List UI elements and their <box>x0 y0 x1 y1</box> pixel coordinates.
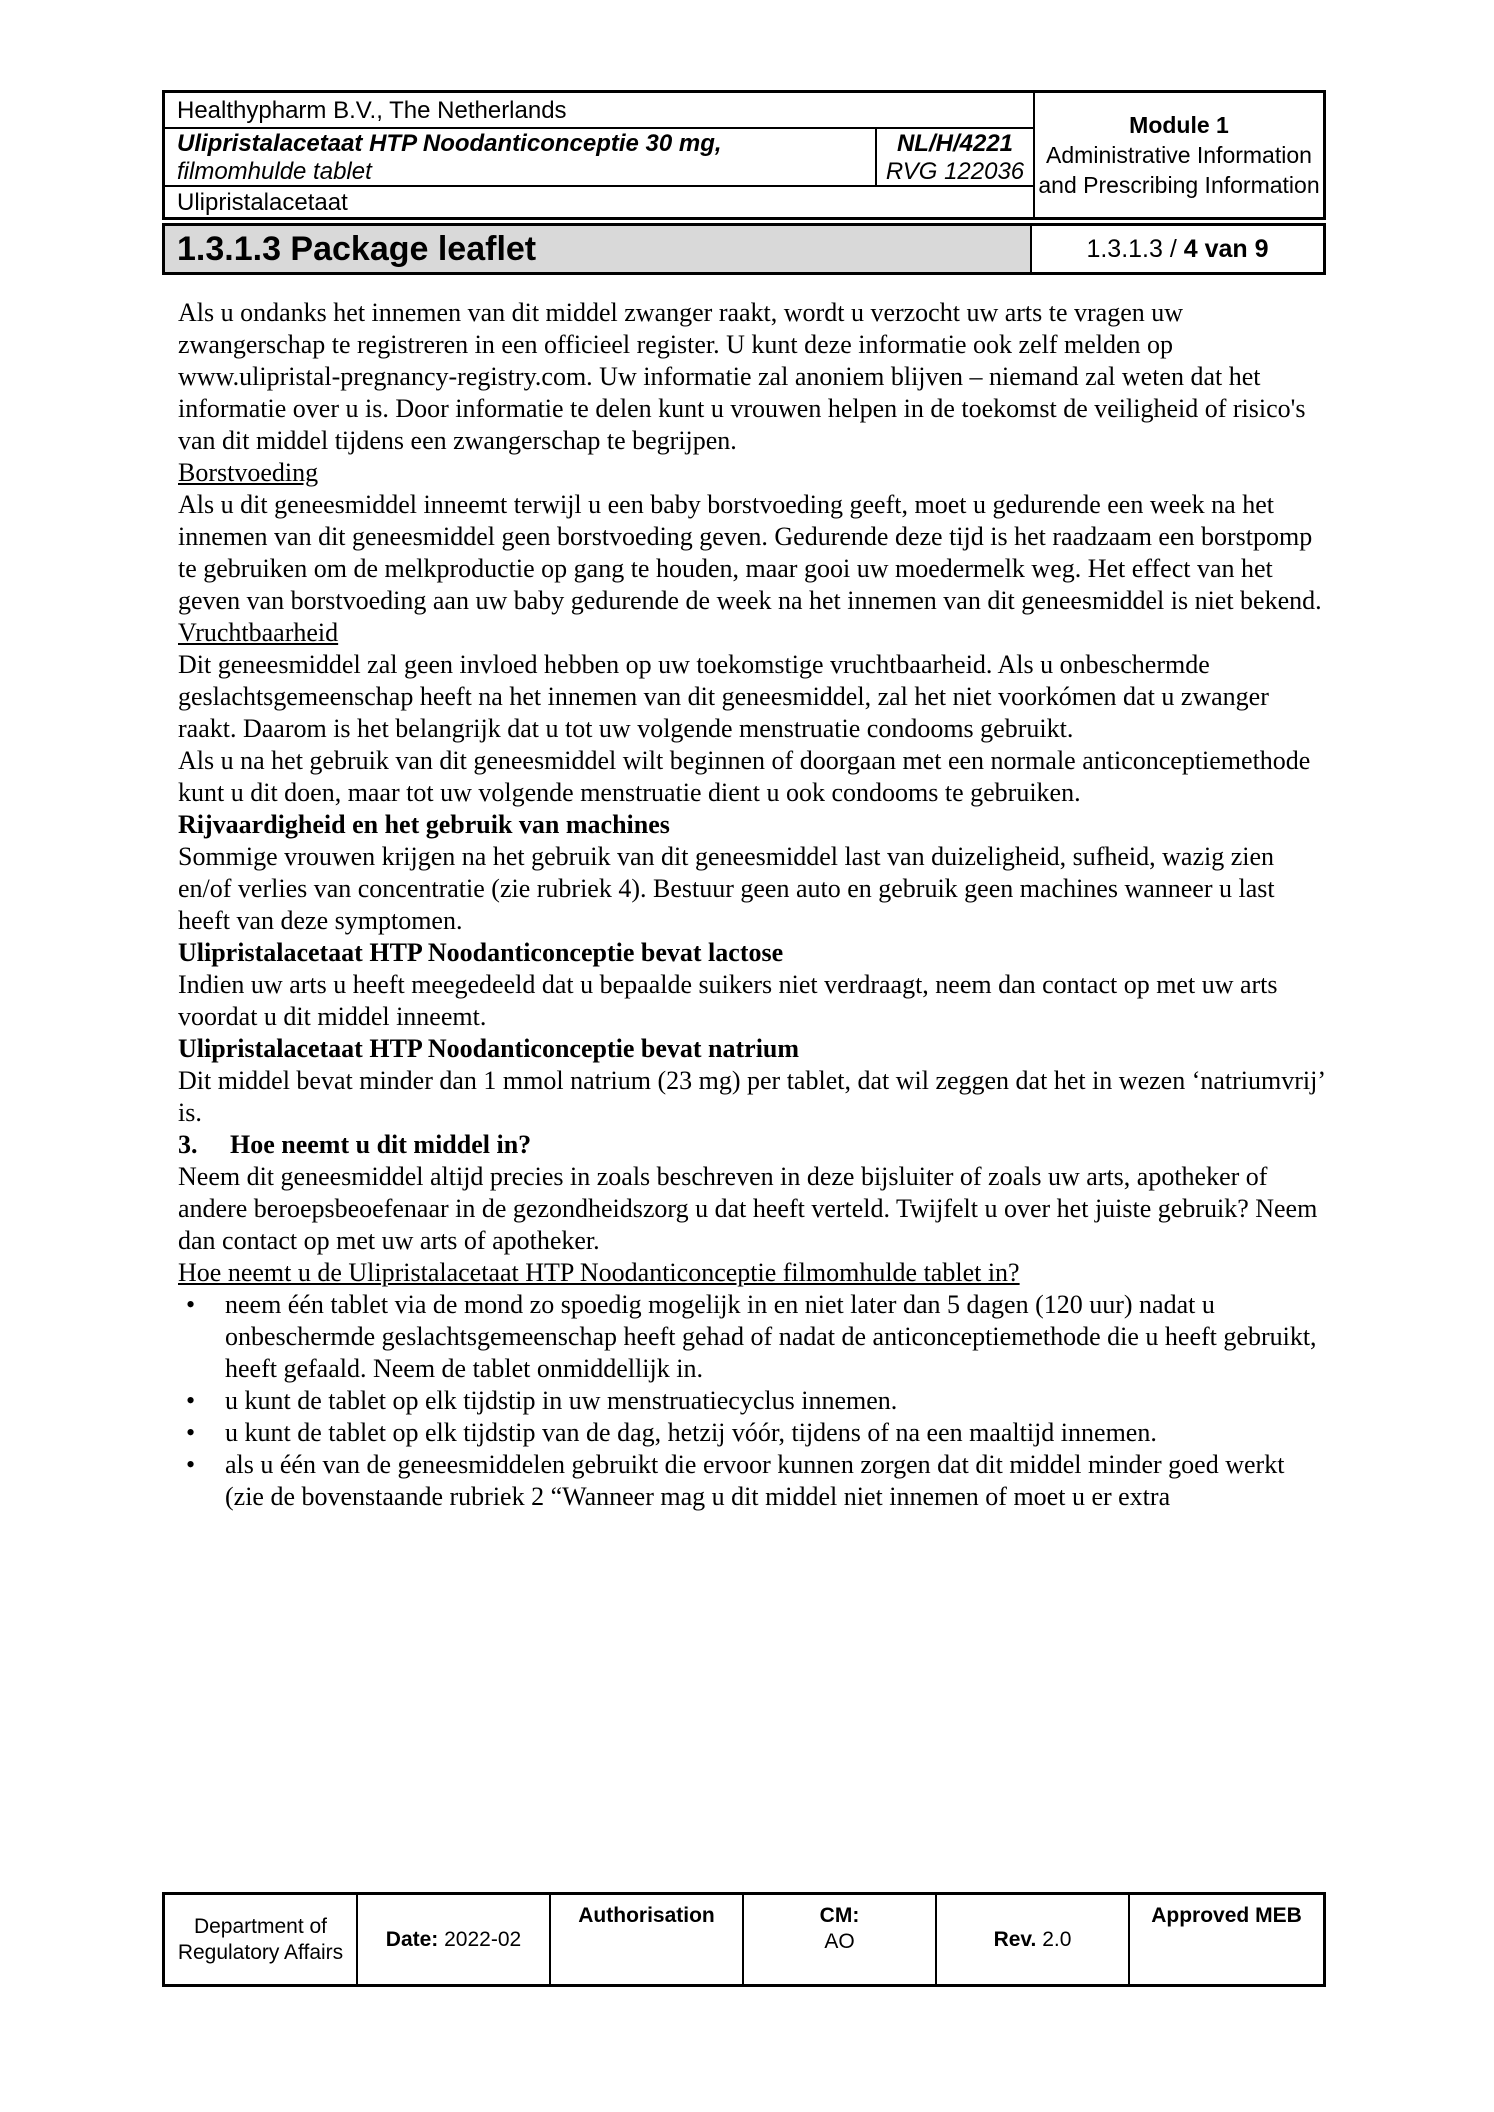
heading-fertility: Vruchtbaarheid <box>178 618 339 647</box>
company-name: Healthypharm B.V., The Netherlands <box>165 93 1035 129</box>
section-3-heading <box>178 1129 1328 1161</box>
page-reference-page: 4 van 9 <box>1183 234 1269 263</box>
paragraph-driving-machines: Sommige vrouwen krijgen na het gebruik van dit geneesmiddel last van duizeligheid, sufheid, wazig zien en/of verlies van concentratie (zie rubriek 4). Bestuur geen auto en gebruik geen machines wanneer u last heeft van deze symptomen. <box>178 842 1275 935</box>
footer-authorisation-text: Authorisation <box>578 1904 715 1927</box>
how-to-take-bullet-list <box>178 1289 1328 1513</box>
footer-date <box>358 1895 551 1984</box>
list-item <box>178 1449 1328 1513</box>
paragraph-sodium: Dit middel bevat minder dan 1 mmol natrium (23 mg) per tablet, dat wil zeggen dat het in wezen ‘natriumvrij’ is. <box>178 1066 1325 1127</box>
bullet-text-1: neem één tablet via de mond zo spoedig mogelijk in en niet later dan 5 dagen (120 uur) nadat u onbeschermde geslachtsgemeenschap heeft gehad of nadat de anticonceptiemethode die u heeft gebruikt, heeft gefaald. Neem de tablet onmiddellijk in. <box>225 1290 1317 1383</box>
heading-sodium: Ulipristalacetaat HTP Noodanticonceptie bevat natrium <box>178 1034 800 1063</box>
procedure-number: NL/H/4221 <box>896 130 1014 157</box>
footer-date-value: 2022-02 <box>438 1927 522 1951</box>
section-3-title: Hoe neemt u dit middel in? <box>230 1130 532 1159</box>
footer-cm-label: CM: <box>819 1904 860 1927</box>
bullet-text-2: u kunt de tablet op elk tijdstip in uw menstruatiecyclus innemen. <box>225 1386 898 1415</box>
bullet-icon: • <box>186 1418 196 1447</box>
paragraph-fertility-1: Dit geneesmiddel zal geen invloed hebben op uw toekomstige vruchtbaarheid. Als u onbeschermde geslachtsgemeenschap heeft na het innemen van dit geneesmiddel, zal het niet voorkómen dat u zwanger raakt. Daarom is het belangrijk dat u tot uw volgende menstruatie condooms gebruikt. <box>178 650 1269 743</box>
heading-breastfeeding: Borstvoeding <box>178 458 319 487</box>
list-item <box>178 1385 1328 1417</box>
footer-department-text: Department of Regulatory Affairs <box>177 1914 344 1964</box>
paragraph-fertility-2: Als u na het gebruik van dit geneesmiddel wilt beginnen of doorgaan met een normale anticonceptiemethode kunt u dit doen, maar tot uw volgende menstruatie dient u ook condooms te gebruiken. <box>178 746 1311 807</box>
paragraph-breastfeeding: Als u dit geneesmiddel inneemt terwijl u een baby borstvoeding geeft, moet u gedurende een week na het innemen van dit geneesmiddel geen borstvoeding geven. Gedurende deze tijd is het raadzaam een borstpomp te gebruiken om de melkproductie op gang te houden, maar gooi uw moedermelk weg. Het effect van het geven van borstvoeding aan uw baby gedurende de week na het innemen van dit geneesmiddel is niet bekend. <box>178 490 1322 615</box>
footer-cm <box>744 1895 937 1984</box>
heading-lactose: Ulipristalacetaat HTP Noodanticonceptie bevat lactose <box>178 938 784 967</box>
footer-rev-value: 2.0 <box>1036 1927 1072 1951</box>
module-info-cell <box>1035 93 1323 217</box>
footer-cm-value: AO <box>824 1930 855 1953</box>
page-reference-prefix: 1.3.1.3 / <box>1086 234 1184 263</box>
paragraph-pregnancy-register: Als u ondanks het innemen van dit middel zwanger raakt, wordt u verzocht uw arts te vragen uw zwangerschap te registreren in een officieel register. U kunt deze informatie ook zelf melden op www.ulipristal-pregnancy-registry.com. Uw informatie zal anoniem blijven – niemand zal weten dat het informatie over u is. Door informatie te delen kunt u vrouwen helpen in de toekomst de veiligheid of risico's van dit middel tijdens een zwangerschap te begrijpen. <box>178 298 1306 455</box>
paragraph-how-intro: Neem dit geneesmiddel altijd precies in zoals beschreven in deze bijsluiter of zoals uw arts, apotheker of andere beroepsbeoefenaar in de gezondheidszorg u dat heeft verteld. Twijfelt u over het juiste gebruik? Neem dan contact op met uw arts of apotheker. <box>178 1162 1318 1255</box>
active-substance: Ulipristalacetaat <box>165 187 1035 217</box>
module-subtitle-line1: Administrative Information <box>1046 142 1312 168</box>
section-title: 1.3.1.3 Package leaflet <box>165 226 1032 272</box>
list-item <box>178 1289 1328 1385</box>
procedure-cell <box>877 129 1035 187</box>
product-form: filmomhulde tablet <box>177 158 372 185</box>
bullet-text-3: u kunt de tablet op elk tijdstip van de dag, hetzij vóór, tijdens of na een maaltijd innemen. <box>225 1418 1157 1447</box>
product-name: Ulipristalacetaat HTP Noodanticonceptie 30 mg, <box>177 130 722 157</box>
module-title: Module 1 <box>1129 112 1229 138</box>
heading-driving-machines: Rijvaardigheid en het gebruik van machines <box>178 810 670 839</box>
leaflet-body <box>178 297 1328 1513</box>
rvg-number: RVG 122036 <box>885 158 1025 185</box>
bullet-text-4: als u één van de geneesmiddelen gebruikt die ervoor kunnen zorgen dat dit middel minder goed werkt (zie de bovenstaande rubriek 2 “Wanneer mag u dit middel niet innemen of moet u er extra <box>225 1450 1285 1511</box>
footer-revision <box>937 1895 1130 1984</box>
list-item <box>178 1417 1328 1449</box>
heading-how-to-take: Hoe neemt u de Ulipristalacetaat HTP Noodanticonceptie filmomhulde tablet in? <box>178 1258 1020 1287</box>
footer-table <box>162 1892 1326 1987</box>
footer-authorisation <box>551 1895 744 1984</box>
bullet-icon: • <box>186 1290 196 1319</box>
footer-date-label: Date: <box>385 1927 439 1951</box>
footer-approved-text: Approved MEB <box>1151 1904 1302 1927</box>
page-reference <box>1032 226 1323 272</box>
bullet-icon: • <box>186 1450 196 1479</box>
paragraph-lactose: Indien uw arts u heeft meegedeeld dat u bepaalde suikers niet verdraagt, neem dan contact op met uw arts voordat u dit middel inneemt. <box>178 970 1278 1031</box>
section-3-number: 3. <box>178 1130 198 1159</box>
footer-approved <box>1130 1895 1323 1984</box>
section-band <box>162 223 1326 275</box>
product-cell <box>165 129 877 187</box>
footer-department <box>165 1895 358 1984</box>
module-subtitle-line2: and Prescribing Information <box>1038 172 1320 198</box>
header-table <box>162 90 1326 220</box>
footer-rev-label: Rev. <box>993 1927 1037 1951</box>
bullet-icon: • <box>186 1386 196 1415</box>
